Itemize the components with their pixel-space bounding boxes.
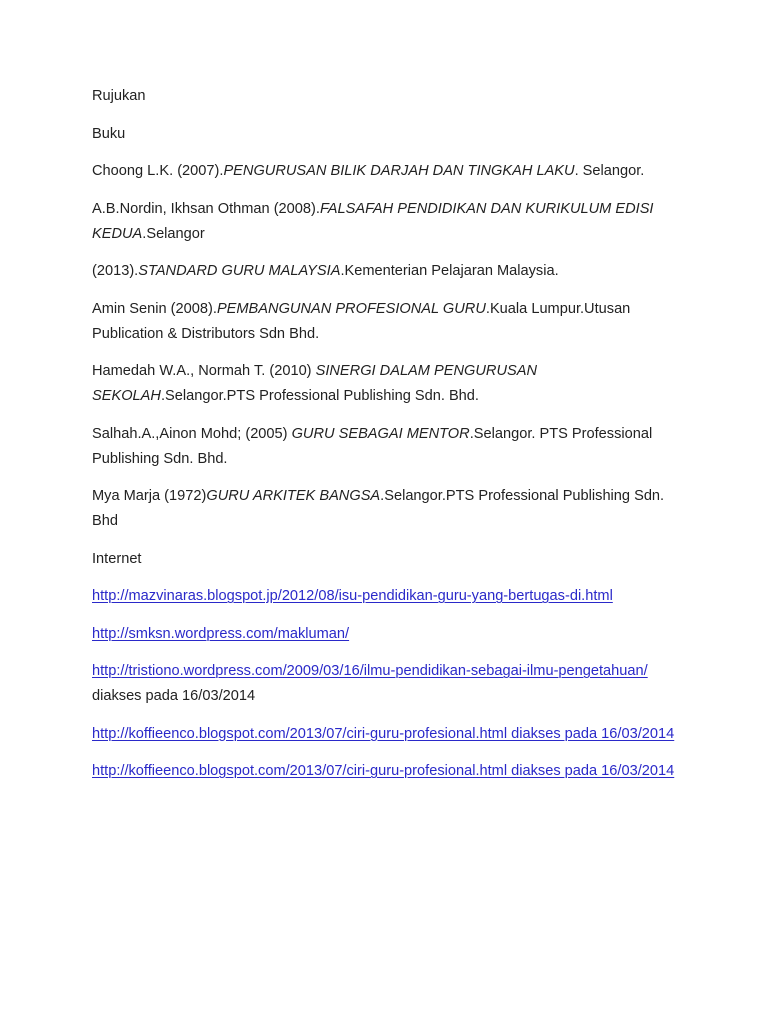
book-publisher: .Kementerian Pelajaran Malaysia. [340,263,559,279]
book-author: Amin Senin (2008). [92,300,217,317]
link-entry [92,759,692,784]
book-entry [92,197,692,247]
link-entry [92,722,692,747]
book-author: A.B.Nordin, Ikhsan Othman (2008). [92,200,320,217]
book-entry [92,297,692,347]
book-entry [92,259,692,284]
book-title: GURU ARKITEK BANGSA [206,488,381,504]
book-publisher: .Selangor.PTS Professional Publishing Sdn. Bhd [92,488,665,529]
book-publisher: .Selangor.PTS Professional Publishing Sdn. Bhd. [160,388,479,404]
book-title: FALSAFAH PENDIDIKAN DAN KURIKULUM EDISI KEDUA [92,200,654,242]
book-title: STANDARD GURU MALAYSIA [138,263,341,279]
book-publisher: . Selangor. [574,163,645,179]
book-title: PENGURUSAN BILIK DARJAH DAN TINGKAH LAKU [223,163,575,179]
book-author: Choong L.K. (2007). [92,163,224,179]
heading-rujukan: Rujukan [92,88,146,104]
link-entry [92,584,692,609]
heading-internet: Internet [92,550,142,567]
reference-link[interactable]: http://koffieenco.blogspot.com/2013/07/ciri-guru-profesional.html diakses pada 16/03/2014 [92,763,675,779]
access-date-text: diakses pada 16/03/2014 [92,688,256,704]
book-entry [92,422,692,472]
book-title: SINERGI DALAM PENGURUSAN SEKOLAH [92,363,537,404]
book-entry [92,159,692,184]
link-entry [92,659,692,709]
reference-link[interactable]: http://mazvinaras.blogspot.jp/2012/08/isu-pendidikan-guru-yang-bertugas-di.html [92,588,613,604]
book-entry [92,359,692,409]
reference-link[interactable]: http://smksn.wordpress.com/makluman/ [92,625,350,642]
book-author: Hamedah W.A., Normah T. (2010) [92,363,316,379]
heading-buku: Buku [92,125,126,142]
book-publisher: .Kuala Lumpur.Utusan Publication & Distributors Sdn Bhd. [92,300,631,342]
book-title: PEMBANGUNAN PROFESIONAL GURU [216,300,486,317]
document-page [92,84,692,797]
book-author: Salhah.A.,Ainon Mohd; (2005) [92,425,292,442]
link-entry [92,622,692,647]
book-author: (2013). [92,263,139,279]
book-title: GURU SEBAGAI MENTOR [291,425,470,442]
book-author: Mya Marja (1972) [92,488,207,504]
reference-link[interactable]: http://tristiono.wordpress.com/2009/03/16/ilmu-pendidikan-sebagai-ilmu-pengetahuan/ [92,663,648,679]
book-entry [92,484,692,534]
reference-link[interactable]: http://koffieenco.blogspot.com/2013/07/ciri-guru-profesional.html diakses pada 16/03/2014 [92,725,675,742]
book-publisher: .Selangor [142,225,205,242]
book-publisher: .Selangor. PTS Professional Publishing Sdn. Bhd. [92,425,653,467]
